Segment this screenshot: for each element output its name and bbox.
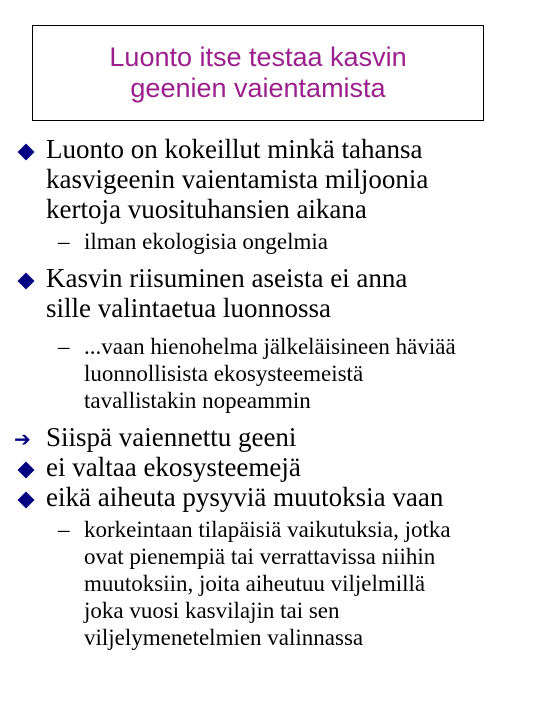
sub-item-3-line-4: joka vuosi kasvilajin tai sen — [84, 598, 340, 623]
bullet-item-3 — [14, 422, 532, 452]
dash-bullet: – — [58, 229, 70, 254]
bullet-item-2 — [14, 263, 532, 323]
bullet-item-2-line-1: Kasvin riisuminen aseista ei anna — [46, 263, 408, 293]
sub-item-3 — [14, 516, 532, 651]
bullet-item-4-line-1: ei valtaa ekosysteemejä — [46, 452, 301, 482]
sub-item-2-line-1: ...vaan hienohelma jälkeläisineen häviää — [84, 334, 456, 359]
bullet-item-3-line-1: Siispä vaiennettu geeni — [46, 422, 297, 452]
dash-bullet: – — [58, 334, 70, 359]
sub-item-3-line-2: ovat pienempiä tai verrattavissa niihin — [84, 544, 436, 569]
slide-title-line-1: Luonto itse testaa kasvin — [109, 42, 407, 72]
slide-title-box — [32, 25, 484, 121]
sub-item-2-line-3: tavallistakin nopeammin — [84, 388, 311, 413]
sub-item-3-line-5: viljelymenetelmien valinnassa — [84, 625, 364, 650]
slide-body — [14, 134, 532, 651]
sub-item-2-line-2: luonnollisista ekosysteemeistä — [84, 361, 364, 386]
sub-item-3-line-3: muutoksiin, joita aiheutuu viljelmillä — [84, 571, 426, 596]
bullet-item-1-line-1: Luonto on kokeillut minkä tahansa — [46, 134, 423, 164]
diamond-bullet-icon — [14, 134, 44, 164]
bullet-item-1-line-2: kasvigeenin vaientamista miljoonia — [46, 164, 429, 194]
bullet-item-2-line-2: sille valintaetua luonnossa — [46, 293, 331, 323]
bullet-item-4 — [14, 452, 532, 482]
sub-item-1 — [14, 228, 532, 255]
slide-title-line-2: geenien vaientamista — [130, 73, 386, 103]
diamond-bullet-icon — [14, 263, 44, 293]
bullet-item-5 — [14, 482, 532, 512]
diamond-bullet-icon — [14, 452, 44, 482]
sub-item-1-line-1: ilman ekologisia ongelmia — [84, 229, 329, 254]
sub-item-2 — [14, 333, 532, 414]
arrow-right-icon: ➔ — [14, 427, 31, 451]
bullet-item-1-line-3: kertoja vuosituhansien aikana — [46, 194, 367, 224]
diamond-bullet-icon — [14, 482, 44, 512]
bullet-item-5-line-1: eikä aiheuta pysyviä muutoksia vaan — [46, 482, 444, 512]
bullet-item-1 — [14, 134, 532, 224]
dash-bullet: – — [58, 517, 70, 542]
sub-item-3-line-1: korkeintaan tilapäisiä vaikutuksia, jotka — [84, 517, 451, 542]
